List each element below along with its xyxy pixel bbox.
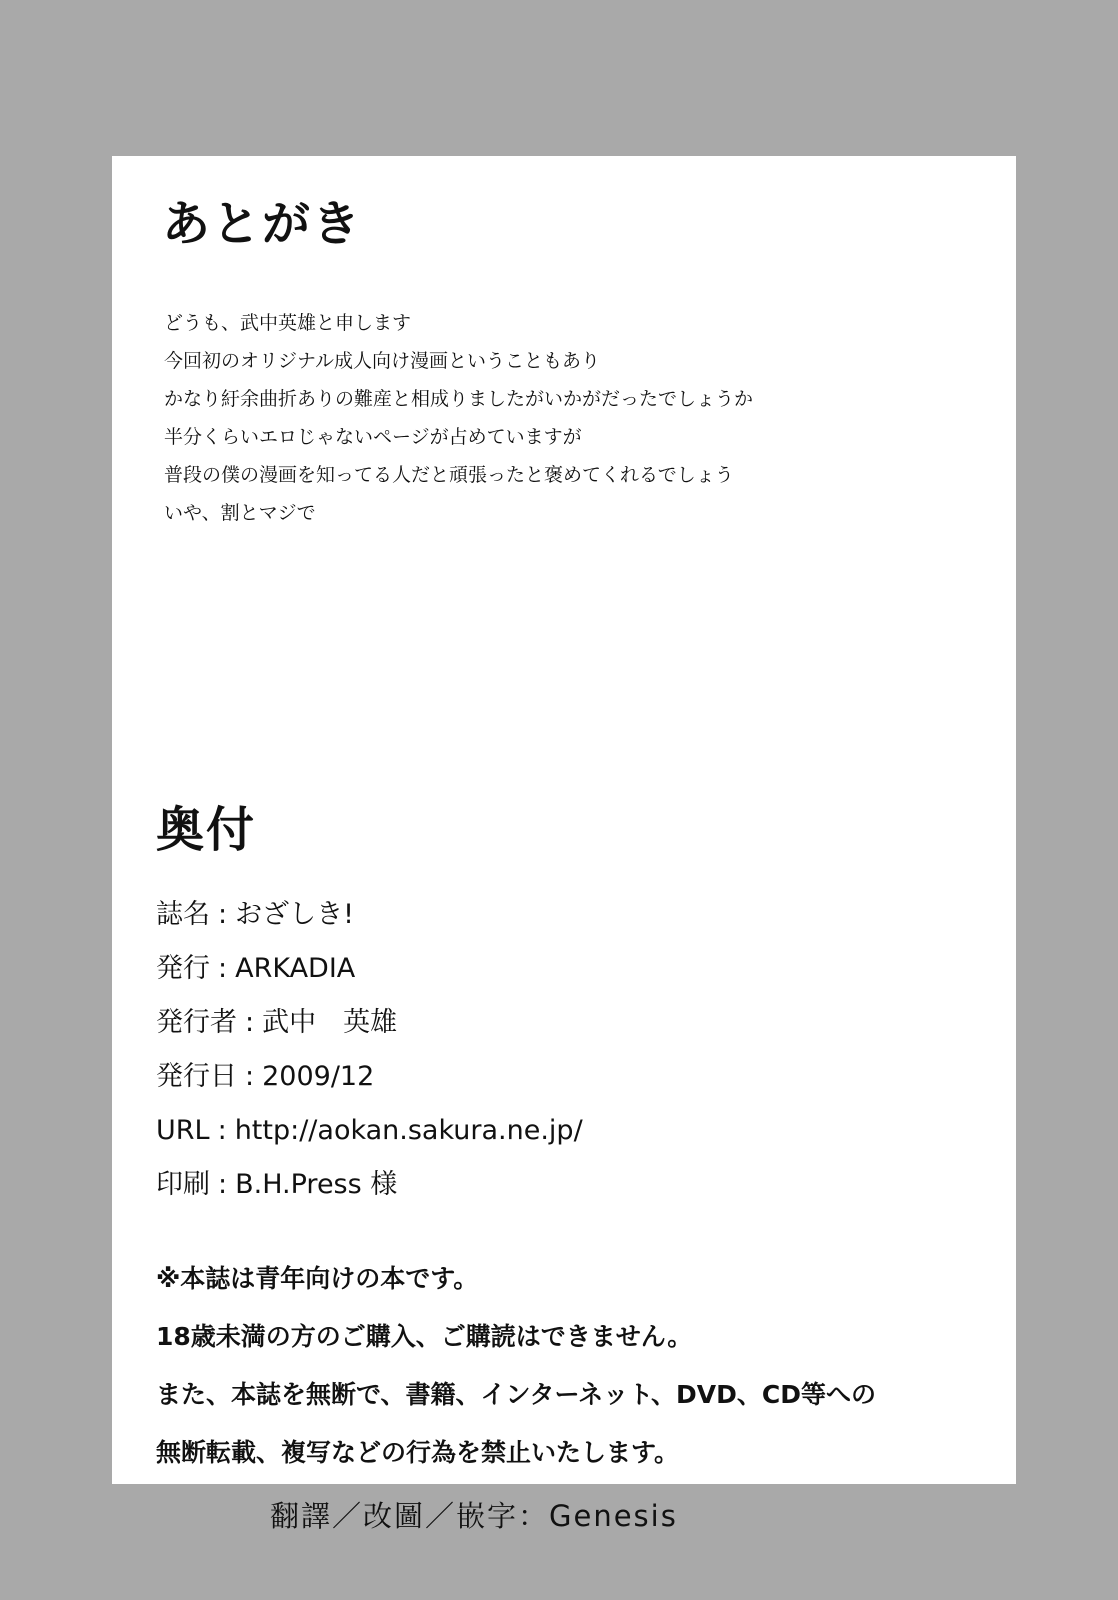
afterword-line: 普段の僕の漫画を知ってる人だと頑張ったと褒めてくれるでしょう: [164, 464, 734, 486]
notice-line: また、本誌を無断で、書籍、インターネット、DVD、CD等への: [156, 1380, 876, 1409]
colophon-separator: :: [217, 1115, 227, 1146]
colophon-row-publisher: [156, 942, 1006, 996]
colophon-value: ARKADIA: [235, 953, 356, 984]
colophon-value: http://aokan.sakura.ne.jp/: [234, 1115, 583, 1146]
translation-credit: 翻譯／改圖／嵌字：Genesis: [270, 1499, 678, 1533]
afterword-line: かなり紆余曲折ありの難産と相成りましたがいかがだったでしょうか: [164, 388, 754, 410]
afterword-text: [164, 304, 1004, 532]
colophon-separator: :: [245, 1061, 255, 1092]
colophon-value: おざしき!: [235, 899, 354, 930]
colophon-list: [156, 888, 1006, 1212]
colophon-separator: :: [218, 1169, 228, 1200]
colophon-label: 誌名: [156, 899, 210, 930]
notice-line: 無断転載、複写などの行為を禁止いたします。: [156, 1438, 680, 1467]
content-panel: [112, 156, 1016, 1484]
colophon-label: 発行者: [156, 1007, 237, 1038]
colophon-separator: :: [245, 1007, 255, 1038]
afterword-line: 今回初のオリジナル成人向け漫画ということもあり: [164, 350, 601, 372]
colophon-label: 発行日: [156, 1061, 237, 1092]
afterword-line: 半分くらいエロじゃないページが占めていますが: [164, 426, 582, 448]
afterword-line: いや、割とマジで: [164, 502, 316, 524]
notice-line: 18歳未満の方のご購入、ご購読はできません。: [156, 1322, 693, 1351]
afterword-line: どうも、武中英雄と申します: [164, 312, 412, 334]
colophon-separator: :: [218, 953, 228, 984]
colophon-value: 2009/12: [262, 1061, 375, 1092]
colophon-row-date: [156, 1050, 1006, 1104]
colophon-label: URL: [156, 1115, 210, 1146]
colophon-value: 武中 英雄: [262, 1007, 398, 1038]
colophon-label: 発行: [156, 953, 210, 984]
notice-line: ※本誌は青年向けの本です。: [156, 1264, 479, 1293]
adult-notice: [156, 1250, 1012, 1482]
colophon-row-url: [156, 1104, 1006, 1158]
colophon-label: 印刷: [156, 1169, 210, 1200]
colophon-row-printer: [156, 1158, 1006, 1212]
colophon-value: B.H.Press 様: [235, 1169, 398, 1200]
colophon-heading: 奥付: [156, 802, 257, 858]
afterword-heading: あとがき: [162, 196, 363, 252]
colophon-row-title: [156, 888, 1006, 942]
colophon-row-issuer: [156, 996, 1006, 1050]
colophon-separator: :: [218, 899, 228, 930]
